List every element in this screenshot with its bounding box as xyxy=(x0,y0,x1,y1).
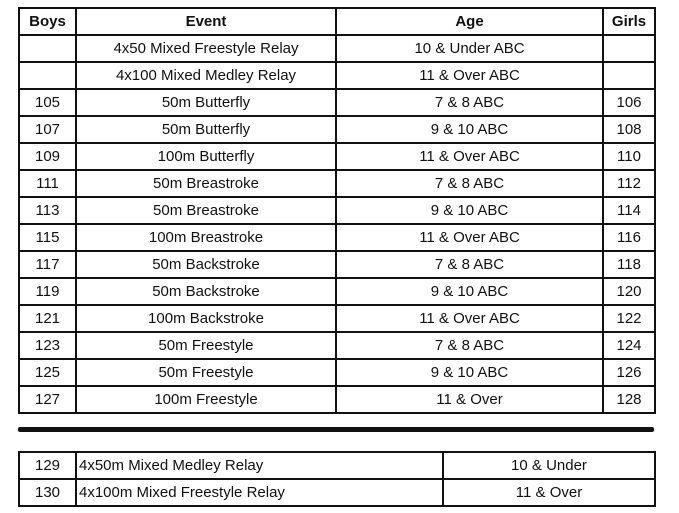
event-name: 100m Breastroke xyxy=(76,224,336,251)
boys-number: 105 xyxy=(19,89,76,116)
relay-age: 11 & Over xyxy=(443,479,655,506)
table-row xyxy=(19,278,655,305)
girls-number: 106 xyxy=(603,89,655,116)
section-divider xyxy=(18,427,654,432)
boys-number: 107 xyxy=(19,116,76,143)
girls-number: 120 xyxy=(603,278,655,305)
event-name: 50m Breastroke xyxy=(76,197,336,224)
girls-number: 118 xyxy=(603,251,655,278)
age-group: 9 & 10 ABC xyxy=(336,278,603,305)
event-name: 50m Butterfly xyxy=(76,116,336,143)
girls-number: 110 xyxy=(603,143,655,170)
event-name: 50m Butterfly xyxy=(76,89,336,116)
age-group: 9 & 10 ABC xyxy=(336,359,603,386)
age-group: 10 & Under ABC xyxy=(336,35,603,62)
event-name: 100m Freestyle xyxy=(76,386,336,413)
age-group: 7 & 8 ABC xyxy=(336,332,603,359)
girls-number: 124 xyxy=(603,332,655,359)
table-row xyxy=(19,89,655,116)
relay-row xyxy=(19,479,655,506)
event-name: 50m Freestyle xyxy=(76,359,336,386)
boys-number xyxy=(19,62,76,89)
relay-row xyxy=(19,452,655,479)
header-row xyxy=(19,8,655,35)
events-table xyxy=(18,7,656,414)
boys-number: 119 xyxy=(19,278,76,305)
event-name: 50m Breastroke xyxy=(76,170,336,197)
age-group: 11 & Over ABC xyxy=(336,305,603,332)
header-girls: Girls xyxy=(603,8,655,35)
age-group: 11 & Over ABC xyxy=(336,224,603,251)
relay-event: 4x50m Mixed Medley Relay xyxy=(76,452,443,479)
table-row xyxy=(19,359,655,386)
boys-number: 109 xyxy=(19,143,76,170)
table-row xyxy=(19,386,655,413)
table-row xyxy=(19,116,655,143)
table-row xyxy=(19,62,655,89)
age-group: 11 & Over ABC xyxy=(336,143,603,170)
header-boys: Boys xyxy=(19,8,76,35)
header-event: Event xyxy=(76,8,336,35)
relay-event: 4x100m Mixed Freestyle Relay xyxy=(76,479,443,506)
event-name: 100m Backstroke xyxy=(76,305,336,332)
girls-number xyxy=(603,62,655,89)
event-name: 4x50 Mixed Freestyle Relay xyxy=(76,35,336,62)
relay-number: 129 xyxy=(19,452,76,479)
table-row xyxy=(19,332,655,359)
girls-number: 128 xyxy=(603,386,655,413)
header-age: Age xyxy=(336,8,603,35)
age-group: 7 & 8 ABC xyxy=(336,89,603,116)
age-group: 9 & 10 ABC xyxy=(336,116,603,143)
event-name: 50m Backstroke xyxy=(76,278,336,305)
table-row xyxy=(19,197,655,224)
boys-number: 121 xyxy=(19,305,76,332)
relay-number: 130 xyxy=(19,479,76,506)
girls-number xyxy=(603,35,655,62)
age-group: 11 & Over xyxy=(336,386,603,413)
table-row xyxy=(19,305,655,332)
event-name: 50m Freestyle xyxy=(76,332,336,359)
event-name: 100m Butterfly xyxy=(76,143,336,170)
girls-number: 112 xyxy=(603,170,655,197)
table-row xyxy=(19,143,655,170)
table-row xyxy=(19,224,655,251)
boys-number: 111 xyxy=(19,170,76,197)
girls-number: 108 xyxy=(603,116,655,143)
boys-number: 125 xyxy=(19,359,76,386)
boys-number: 117 xyxy=(19,251,76,278)
age-group: 11 & Over ABC xyxy=(336,62,603,89)
age-group: 9 & 10 ABC xyxy=(336,197,603,224)
boys-number: 123 xyxy=(19,332,76,359)
boys-number: 127 xyxy=(19,386,76,413)
age-group: 7 & 8 ABC xyxy=(336,251,603,278)
relay-age: 10 & Under xyxy=(443,452,655,479)
girls-number: 126 xyxy=(603,359,655,386)
table-row xyxy=(19,251,655,278)
event-name: 50m Backstroke xyxy=(76,251,336,278)
girls-number: 116 xyxy=(603,224,655,251)
event-name: 4x100 Mixed Medley Relay xyxy=(76,62,336,89)
girls-number: 122 xyxy=(603,305,655,332)
table-row xyxy=(19,170,655,197)
boys-number xyxy=(19,35,76,62)
age-group: 7 & 8 ABC xyxy=(336,170,603,197)
girls-number: 114 xyxy=(603,197,655,224)
boys-number: 113 xyxy=(19,197,76,224)
boys-number: 115 xyxy=(19,224,76,251)
table-row xyxy=(19,35,655,62)
relay-table xyxy=(18,451,656,507)
